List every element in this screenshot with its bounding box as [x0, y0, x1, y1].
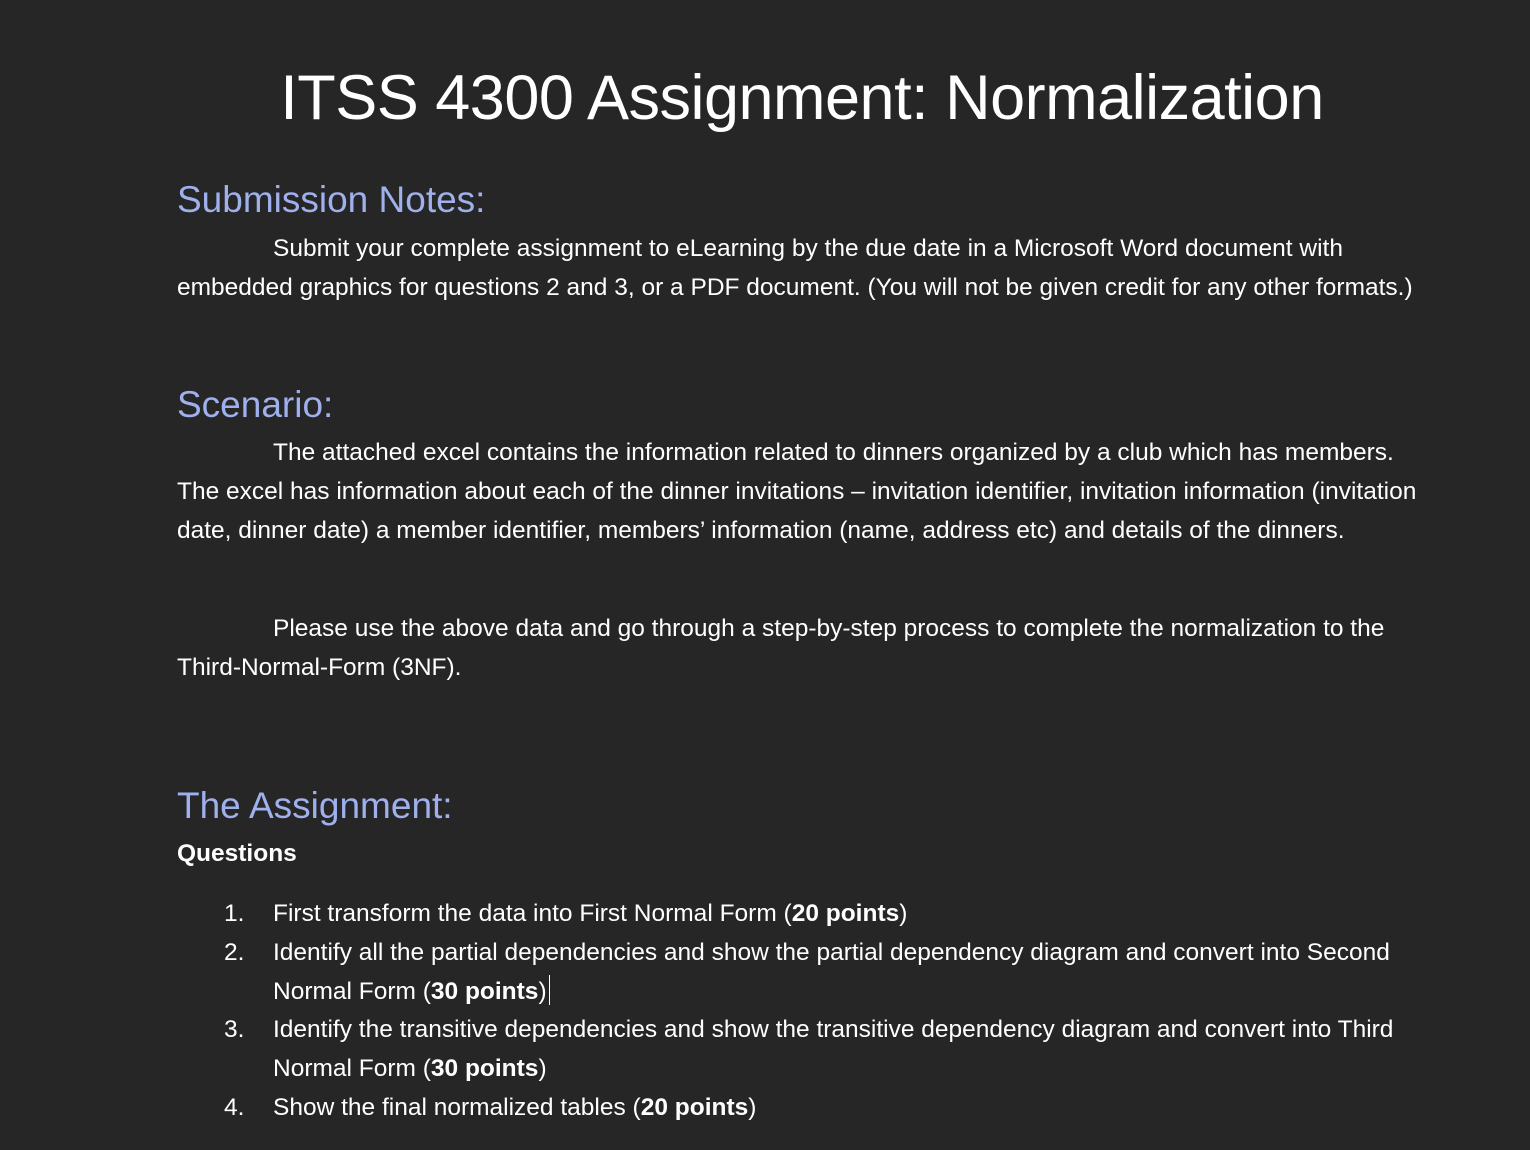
- question-item-3: [177, 1011, 1422, 1089]
- scenario-paragraph-2: Please use the above data and go through a step-by-step process to complete the normalization to the Third-Normal-Form (3NF).: [177, 615, 1385, 681]
- questions-list: [177, 895, 1422, 1128]
- question-points: 30 points: [430, 1055, 539, 1083]
- question-points: 20 points: [791, 900, 900, 927]
- scenario-heading: Scenario:: [177, 384, 334, 425]
- question-item-1: [177, 895, 1422, 934]
- question-close: ): [899, 900, 908, 927]
- scenario-paragraph-1: The attached excel contains the information related to dinners organized by a club which has members. The excel has information about each of the dinner invitations – invitation identifier, invitation information (invitation date, dinner date) a member identifier, members’ information (name, address etc) and details of the dinners.: [177, 439, 1417, 544]
- question-text: First transform the data into First Normal Form (: [273, 900, 792, 927]
- question-text: Identify the transitive dependencies and show the transitive dependency diagram and convert into Third Normal Form (: [273, 1016, 1394, 1083]
- question-number: 2.: [224, 938, 245, 966]
- assignment-heading: The Assignment:: [177, 785, 453, 826]
- question-points: 20 points: [640, 1093, 749, 1121]
- question-text: Show the final normalized tables (: [273, 1093, 641, 1121]
- questions-subheading: Questions: [177, 840, 297, 867]
- submission-notes-heading: Submission Notes:: [177, 179, 486, 220]
- text-cursor: [549, 975, 551, 1005]
- submission-notes-text: Submit your complete assignment to eLearning by the due date in a Microsoft Word document with embedded graphics for questions 2 and 3, or a PDF document. (You will not be given credit for any other formats.): [177, 235, 1413, 301]
- question-text: Identify all the partial dependencies and show the partial dependency diagram and convert into Second Normal Form (: [273, 938, 1390, 1005]
- question-number: 3.: [224, 1016, 245, 1044]
- question-close: ): [748, 1093, 757, 1121]
- question-item-2: [177, 934, 1422, 1012]
- question-close: ): [538, 977, 547, 1005]
- question-number: 1.: [224, 900, 245, 927]
- question-item-4: [177, 1089, 1422, 1128]
- question-points: 30 points: [430, 977, 539, 1005]
- question-close: ): [538, 1055, 547, 1083]
- document-title: ITSS 4300 Assignment: Normalization: [280, 63, 1324, 133]
- question-number: 4.: [224, 1093, 245, 1121]
